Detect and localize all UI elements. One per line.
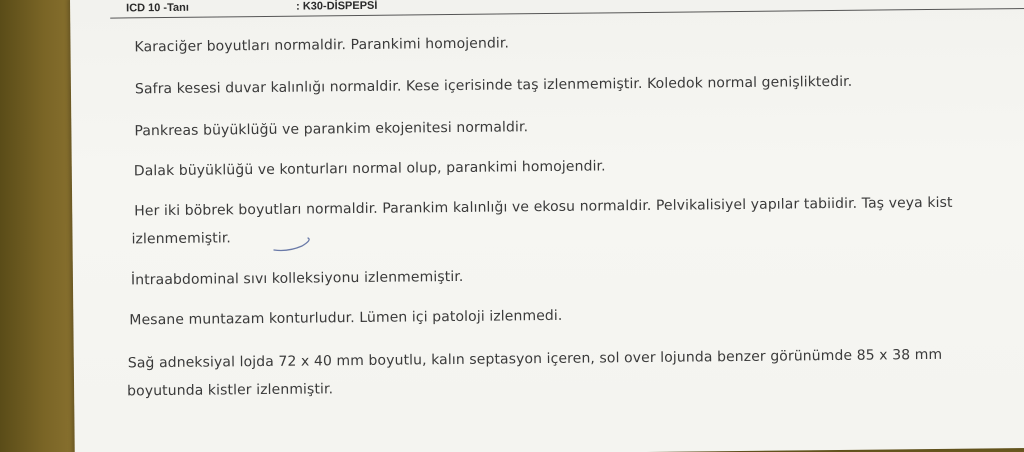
report-line-fluid: İntraabdominal sıvı kolleksiyonu izlenmemiştir. <box>130 268 464 289</box>
report-line-adnexa-1: Sağ adneksiyal lojda 72 x 40 mm boyutlu, kalın septasyon içeren, sol over lojunda benzer görünümde 85 x 38 mm <box>127 346 943 372</box>
report-line-kidneys-1: Her iki böbrek boyutları normaldir. Parankim kalınlığı ve ekosu normaldir. Pelvikalisiyel yapılar tabiidir. Taş veya kist <box>134 194 953 220</box>
report-line-adnexa-2: boyutunda kistler izlenmiştir. <box>127 381 334 400</box>
report-line-liver: Karaciğer boyutları normaldir. Parankimi homojendir. <box>134 35 510 56</box>
report-line-spleen: Dalak büyüklüğü ve konturları normal olup, parankimi homojendir. <box>133 158 606 180</box>
report-line-gallbladder: Safra kesesi duvar kalınlığı normaldir. Kese içerisinde taş izlenmemiştir. Koledok normal genişliktedir. <box>134 73 853 98</box>
report-line-kidneys-2: izlenmemiştir. <box>131 230 231 248</box>
icd-label: ICD 10 -Tanı <box>126 1 189 15</box>
background-surface <box>0 0 80 452</box>
report-line-bladder: Mesane muntazam konturludur. Lümen içi patoloji izlenmedi. <box>129 307 563 329</box>
report-line-pancreas: Pankreas büyüklüğü ve parankim ekojenitesi normaldir. <box>134 119 529 140</box>
report-page <box>70 0 1024 452</box>
header-divider <box>110 8 1024 19</box>
pen-mark-icon <box>268 232 318 254</box>
diagnosis-code: : K30-DİSPEPSİ <box>296 0 378 13</box>
